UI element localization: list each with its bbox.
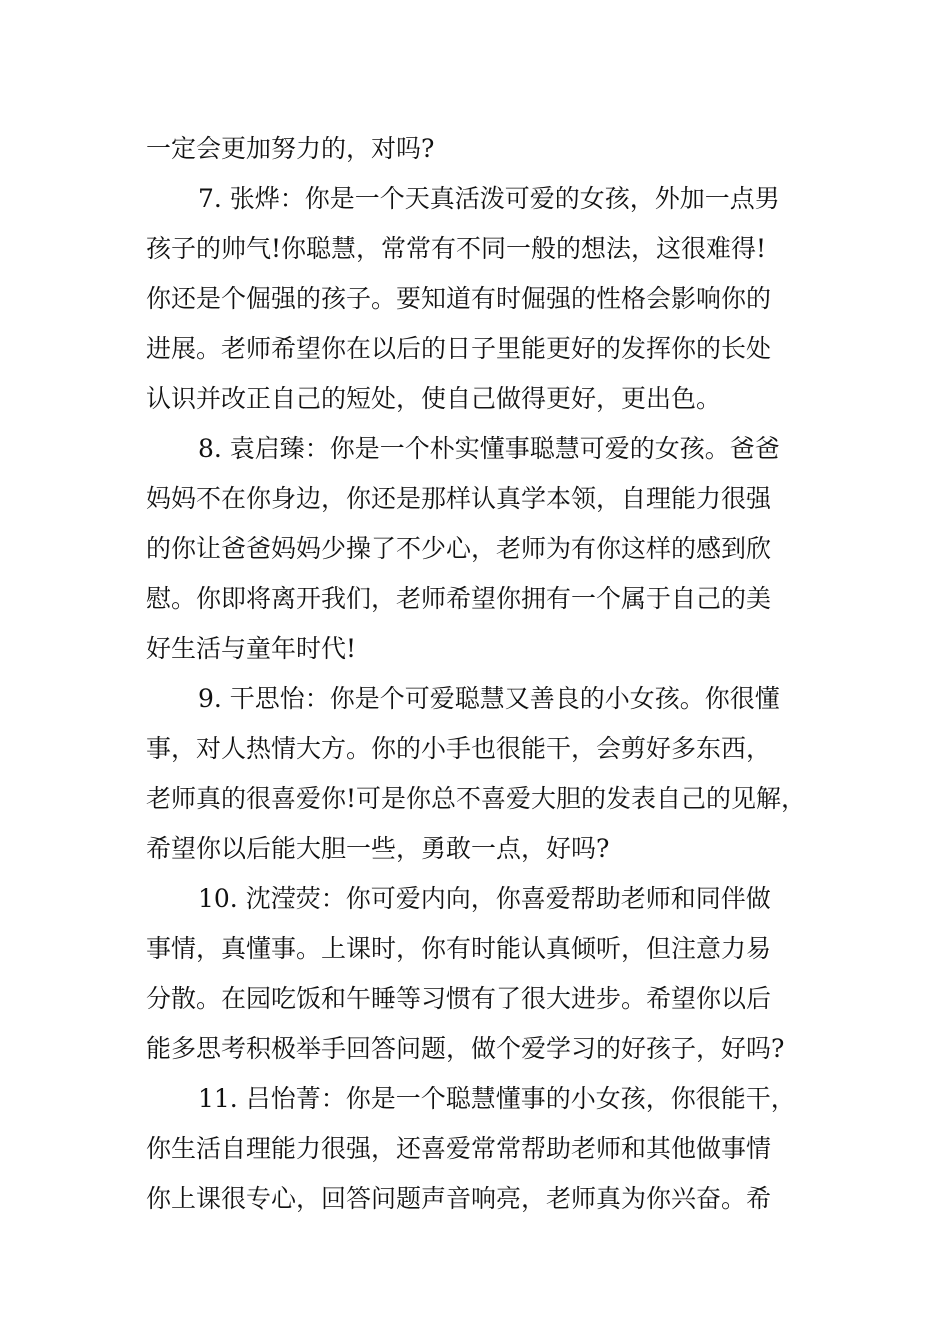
text-line: 能多思考积极举手回答问题，做个爱学习的好孩子，好吗?	[146, 1034, 785, 1063]
text-line: 你还是个倔强的孩子。要知道有时倔强的性格会影响你的	[146, 284, 772, 313]
comment-7-start-line: 7. 张烨：你是一个天真活泼可爱的女孩，外加一点男	[198, 184, 780, 213]
text-line: 进展。老师希望你在以后的日子里能更好的发挥你的长处	[146, 334, 772, 363]
comment-11-start-line: 11. 吕怡菁：你是一个聪慧懂事的小女孩，你很能干，	[198, 1084, 796, 1113]
text-line: 事，对人热情大方。你的小手也很能干，会剪好多东西，	[146, 734, 772, 763]
text-line: 你上课很专心，回答问题声音响亮，老师真为你兴奋。希	[146, 1184, 772, 1213]
text-line: 孩子的帅气!你聪慧，常常有不同一般的想法，这很难得!	[146, 234, 767, 263]
text-line: 认识并改正自己的短处，使自己做得更好，更出色。	[146, 384, 722, 413]
text-line: 一定会更加努力的，对吗?	[146, 134, 435, 163]
text-line: 分散。在园吃饭和午睡等习惯有了很大进步。希望你以后	[146, 984, 772, 1013]
text-line: 希望你以后能大胆一些，勇敢一点，好吗?	[146, 834, 610, 863]
comment-10-start-line: 10. 沈滢荧：你可爱内向，你喜爱帮助老师和同伴做	[198, 884, 771, 913]
text-line: 老师真的很喜爱你!可是你总不喜爱大胆的发表自己的见解，	[146, 784, 807, 813]
text-line: 慰。你即将离开我们，老师希望你拥有一个属于自己的美	[146, 584, 772, 613]
text-line: 妈妈不在你身边，你还是那样认真学本领，自理能力很强	[146, 484, 772, 513]
comment-8-start-line: 8. 袁启臻：你是一个朴实懂事聪慧可爱的女孩。爸爸	[198, 434, 780, 463]
text-line: 的你让爸爸妈妈少操了不少心，老师为有你这样的感到欣	[146, 534, 772, 563]
text-line: 好生活与童年时代!	[146, 634, 357, 663]
comment-text-block	[146, 124, 816, 1224]
comment-9-start-line: 9. 干思怡：你是个可爱聪慧又善良的小女孩。你很懂	[198, 684, 780, 713]
text-line: 你生活自理能力很强，还喜爱常常帮助老师和其他做事情	[146, 1134, 772, 1163]
text-line: 事情，真懂事。上课时，你有时能认真倾听，但注意力易	[146, 934, 772, 963]
